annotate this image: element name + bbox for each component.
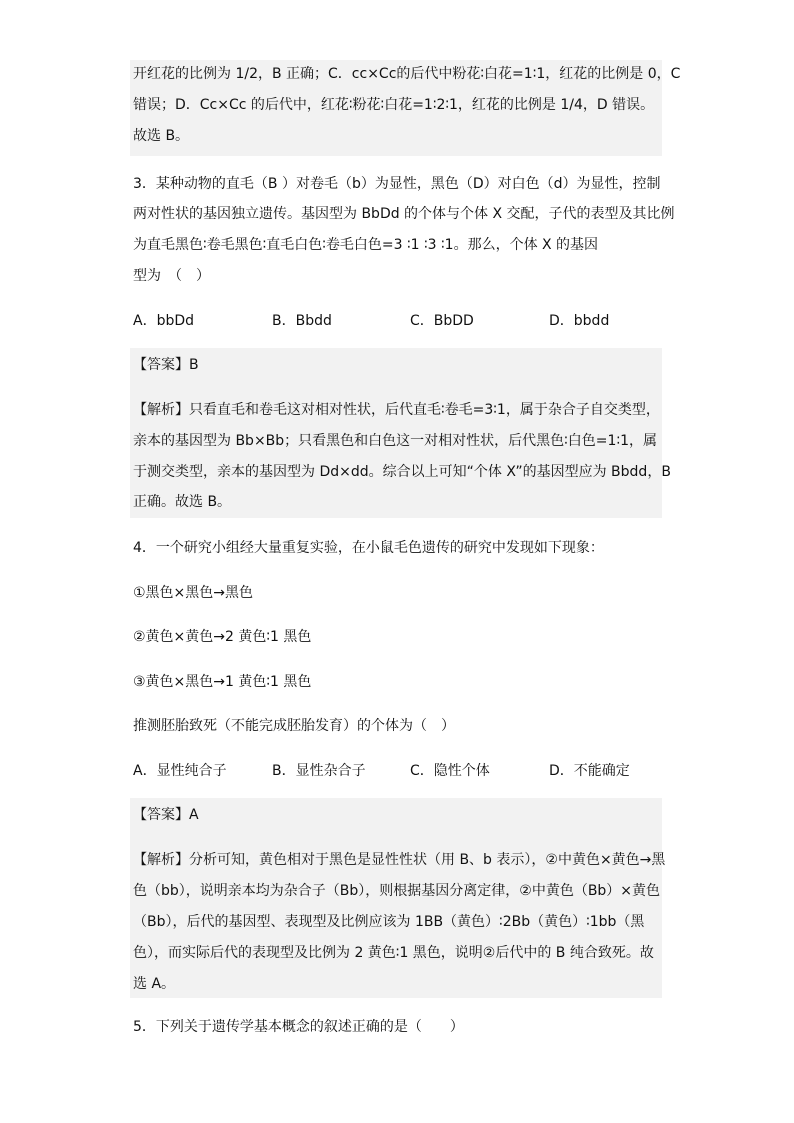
analysis-line: 错误；D．Cc×Cc 的后代中，红花∶粉花∶白花=1∶2∶1，红花的比例是 1/4，D 错误。 <box>133 97 655 113</box>
question-4-analysis: 色（bb），说明亲本均为杂合子（Bb），则根据基因分离定律，②中黄色（Bb）×黄色 <box>133 883 661 899</box>
question-3-stem: 为直毛黑色∶卷毛黑色∶直毛白色∶卷毛白色=3 ∶1 ∶3 ∶1。那么，个体 X 的基因 <box>133 237 599 253</box>
question-3-stem: 两对性状的基因独立遗传。基因型为 BbDd 的个体与个体 X 交配，子代的表型及其比例 <box>133 206 675 222</box>
question-4-option-d: D．不能确定 <box>549 763 630 779</box>
question-5-stem: 5．下列关于遗传学基本概念的叙述正确的是（ ） <box>133 1019 464 1035</box>
question-3-option-b: B．Bbdd <box>272 313 332 329</box>
question-4-option-b: B．显性杂合子 <box>272 763 366 779</box>
question-4-item-3: ③黄色×黑色→1 黄色∶1 黑色 <box>133 674 312 690</box>
question-4-answer: 【答案】A <box>133 807 199 823</box>
question-3-answer: 【答案】B <box>133 357 199 373</box>
question-4-analysis: 色），而实际后代的表现型及比例为 2 黄色∶1 黑色，说明②后代中的 B 纯合致死。故 <box>133 945 654 961</box>
question-4-item-2: ②黄色×黄色→2 黄色∶1 黑色 <box>133 629 312 645</box>
question-3-stem: 型为 （ ） <box>133 268 210 284</box>
question-3-analysis: 【解析】只看直毛和卷毛这对相对性状，后代直毛∶卷毛=3∶1，属于杂合子自交类型， <box>133 402 660 418</box>
question-3-option-a: A．bbDd <box>133 313 195 329</box>
question-4-option-c: C．隐性个体 <box>410 763 490 779</box>
question-3-option-d: D．bbdd <box>549 313 610 329</box>
question-3-option-c: C．BbDD <box>410 313 474 329</box>
question-4-stem: 4．一个研究小组经大量重复实验，在小鼠毛色遗传的研究中发现如下现象： <box>133 540 604 556</box>
question-4-analysis: 选 A。 <box>133 976 176 992</box>
question-3-analysis: 正确。故选 B。 <box>133 494 232 510</box>
question-3-analysis: 于测交类型，亲本的基因型为 Dd×dd。综合以上可知“个体 X”的基因型应为 Bbdd，B <box>133 464 671 480</box>
question-4-option-a: A．显性纯合子 <box>133 763 227 779</box>
question-4-analysis: 【解析】分析可知，黄色相对于黑色是显性性状（用 B、b 表示），②中黄色×黄色→黑 <box>133 852 666 868</box>
question-4-analysis: （Bb），后代的基因型、表现型及比例应该为 1BB（黄色）∶2Bb（黄色）∶1bb（黑 <box>133 914 645 930</box>
question-3-stem: 3．某种动物的直毛（B ）对卷毛（b）为显性，黑色（D）对白色（d）为显性，控制 <box>133 176 661 192</box>
analysis-line: 故选 B。 <box>133 128 190 144</box>
analysis-line: 开红花的比例为 1/2，B 正确；C．cc×Cc的后代中粉花∶白花=1∶1，红花的比例是 0，C <box>133 66 681 82</box>
question-3-analysis: 亲本的基因型为 Bb×Bb；只看黑色和白色这一对相对性状，后代黑色∶白色=1∶1，属 <box>133 433 657 449</box>
question-4-item-1: ①黑色×黑色→黑色 <box>133 585 254 601</box>
question-4-question: 推测胚胎致死（不能完成胚胎发育）的个体为（ ） <box>133 718 455 734</box>
